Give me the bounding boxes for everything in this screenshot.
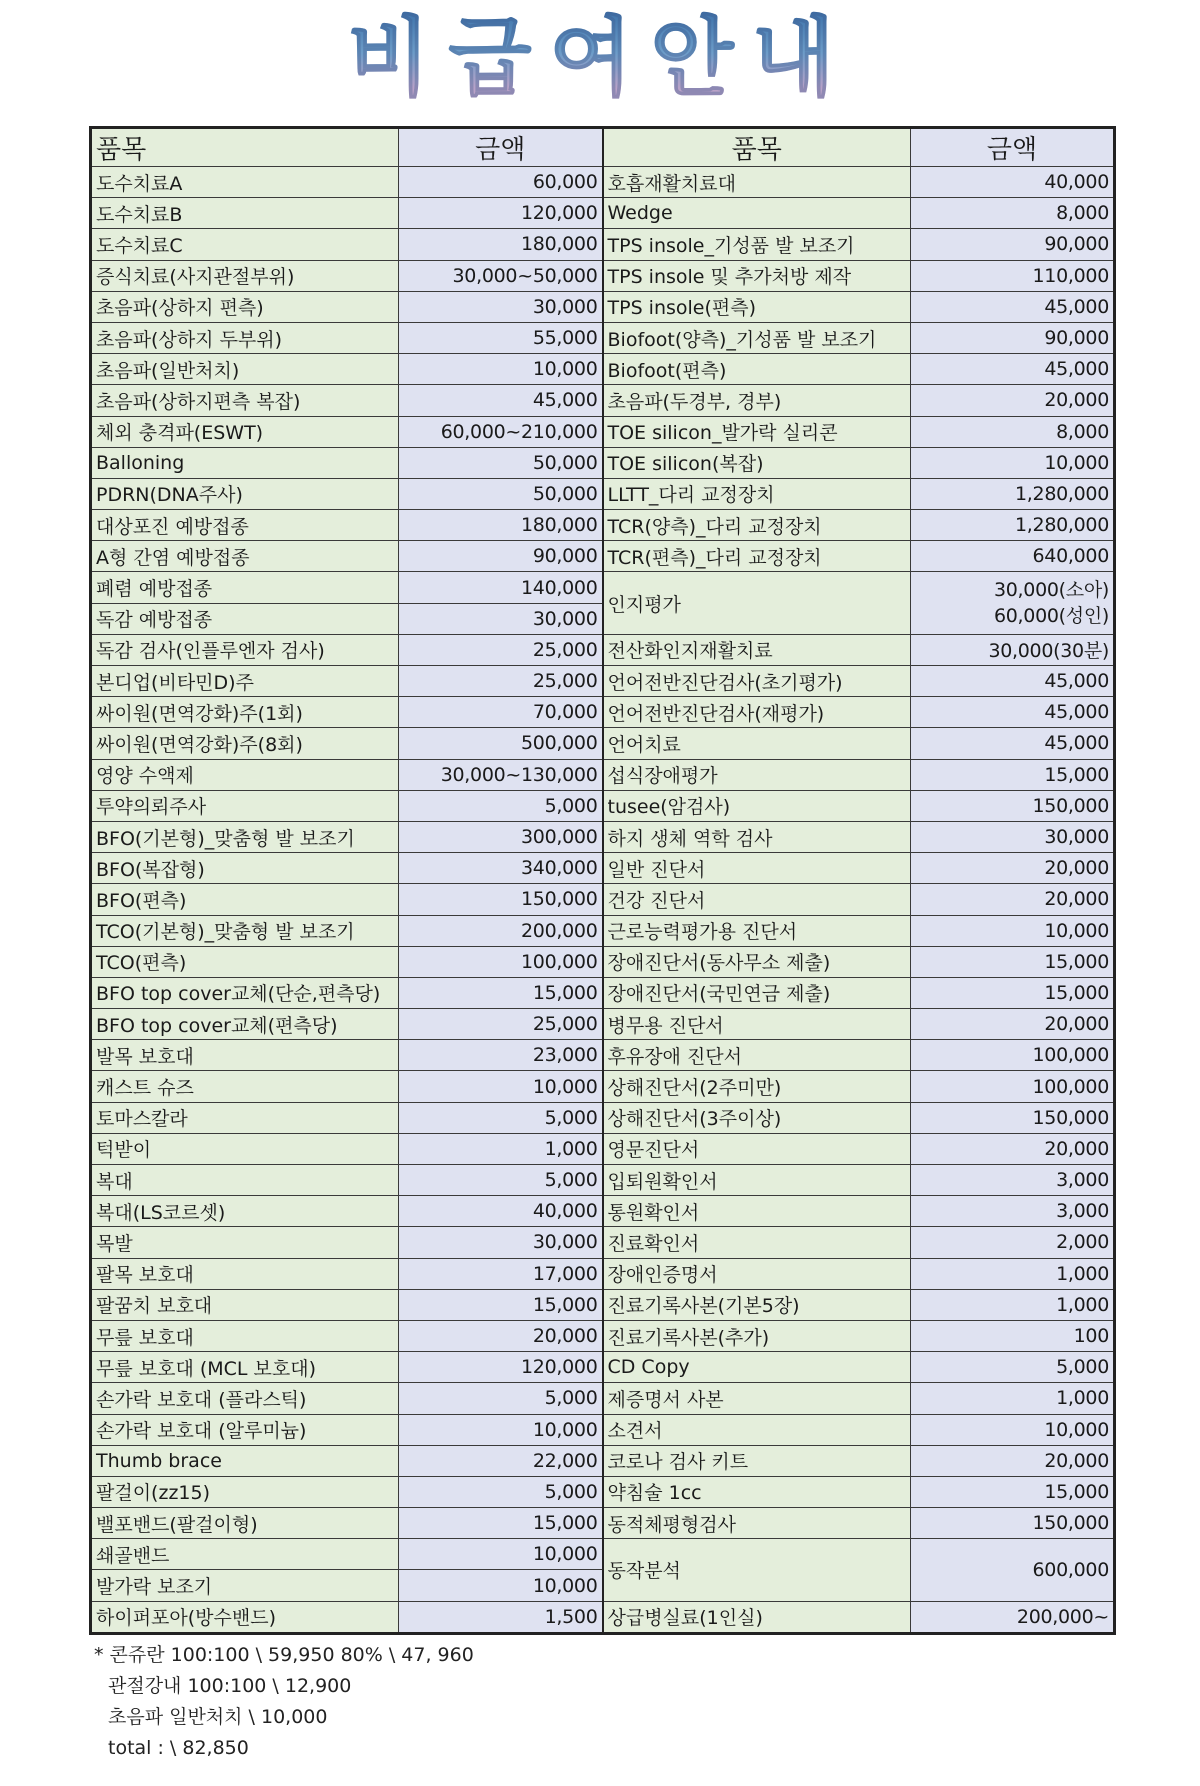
item-price: 1,500 bbox=[399, 1601, 603, 1633]
item-name: 하이퍼포아(방수밴드) bbox=[91, 1601, 399, 1633]
table-row bbox=[91, 1445, 1115, 1476]
item-price: 640,000 bbox=[911, 541, 1115, 572]
table-row bbox=[91, 1227, 1115, 1258]
item-price-line: 60,000(성인) bbox=[993, 605, 1109, 628]
table-header-row bbox=[91, 128, 1115, 167]
item-price: 30,000 bbox=[399, 603, 603, 634]
item-name: 일반 진단서 bbox=[603, 853, 911, 884]
item-name: 진료확인서 bbox=[603, 1227, 911, 1258]
item-name: 투약의뢰주사 bbox=[91, 790, 399, 821]
item-price: 50,000 bbox=[399, 447, 603, 478]
item-price: 50,000 bbox=[399, 478, 603, 509]
table-row bbox=[91, 697, 1115, 728]
item-name: TCO(기본형)_맞춤형 발 보조기 bbox=[91, 915, 399, 946]
item-name: Balloning bbox=[91, 447, 399, 478]
item-price: 30,000 bbox=[399, 291, 603, 322]
table-row bbox=[91, 1071, 1115, 1102]
fee-table-body bbox=[91, 167, 1115, 1634]
item-name: 근로능력평가용 진단서 bbox=[603, 915, 911, 946]
item-name: 영양 수액제 bbox=[91, 759, 399, 790]
item-price: 30,000 bbox=[399, 1227, 603, 1258]
item-price: 10,000 bbox=[399, 354, 603, 385]
item-name: 진료기록사본(기본5장) bbox=[603, 1289, 911, 1320]
table-row bbox=[91, 1383, 1115, 1414]
table-row bbox=[91, 447, 1115, 478]
note-line: * 콘쥬란 100:100 \ 59,950 80% \ 47, 960 bbox=[94, 1644, 474, 1666]
item-name: 장애인증명서 bbox=[603, 1258, 911, 1289]
item-name: 밸포밴드(팔걸이형) bbox=[91, 1508, 399, 1539]
item-price: 90,000 bbox=[911, 229, 1115, 260]
item-price: 15,000 bbox=[911, 946, 1115, 977]
item-name: 건강 진단서 bbox=[603, 884, 911, 915]
item-price: 20,000 bbox=[911, 1009, 1115, 1040]
item-price: 150,000 bbox=[911, 790, 1115, 821]
item-name: 언어전반진단검사(재평가) bbox=[603, 697, 911, 728]
item-price: 1,000 bbox=[911, 1258, 1115, 1289]
item-price: 3,000 bbox=[911, 1165, 1115, 1196]
item-price: 15,000 bbox=[399, 1508, 603, 1539]
table-row bbox=[91, 385, 1115, 416]
item-name: 캐스트 슈즈 bbox=[91, 1071, 399, 1102]
item-name: 상해진단서(2주미만) bbox=[603, 1071, 911, 1102]
table-row bbox=[91, 1414, 1115, 1445]
table-row bbox=[91, 1165, 1115, 1196]
item-name: 장애진단서(국민연금 제출) bbox=[603, 977, 911, 1008]
item-price: 25,000 bbox=[399, 1009, 603, 1040]
item-name: TPS insole 및 추가처방 제작 bbox=[603, 260, 911, 291]
item-name: 진료기록사본(추가) bbox=[603, 1320, 911, 1351]
fee-table bbox=[89, 126, 1116, 1635]
item-price: 30,000 bbox=[911, 821, 1115, 852]
table-row bbox=[91, 322, 1115, 353]
item-name: BFO(기본형)_맞춤형 발 보조기 bbox=[91, 821, 399, 852]
item-name: TCR(편측)_다리 교정장치 bbox=[603, 541, 911, 572]
item-name: 독감 예방접종 bbox=[91, 603, 399, 634]
item-name: 초음파(상하지 두부위) bbox=[91, 322, 399, 353]
table-row bbox=[91, 759, 1115, 790]
item-price-line: 30,000(소아) bbox=[993, 579, 1109, 602]
item-name: 무릎 보호대 (MCL 보호대) bbox=[91, 1352, 399, 1383]
table-row bbox=[91, 1320, 1115, 1351]
item-name: 상해진단서(3주이상) bbox=[603, 1102, 911, 1133]
item-price: 140,000 bbox=[399, 572, 603, 603]
item-price: 90,000 bbox=[911, 322, 1115, 353]
item-price: 15,000 bbox=[911, 1476, 1115, 1507]
item-name: BFO(편측) bbox=[91, 884, 399, 915]
note-line: 초음파 일반처치 \ 10,000 bbox=[108, 1706, 328, 1728]
item-price: 15,000 bbox=[911, 759, 1115, 790]
item-name: 장애진단서(동사무소 제출) bbox=[603, 946, 911, 977]
item-name: TOE silicon_발가락 실리콘 bbox=[603, 416, 911, 447]
item-price: 340,000 bbox=[399, 853, 603, 884]
item-price: 120,000 bbox=[399, 1352, 603, 1383]
item-price: 40,000 bbox=[911, 167, 1115, 198]
item-name: 초음파(상하지편측 복잡) bbox=[91, 385, 399, 416]
table-row bbox=[91, 1601, 1115, 1633]
item-price: 300,000 bbox=[399, 821, 603, 852]
item-name: 쇄골밴드 bbox=[91, 1539, 399, 1570]
item-name: 독감 검사(인플루엔자 검사) bbox=[91, 634, 399, 665]
item-price: 45,000 bbox=[911, 354, 1115, 385]
table-row bbox=[91, 977, 1115, 1008]
item-price: 30,000(30분) bbox=[911, 634, 1115, 665]
notes bbox=[94, 1640, 474, 1764]
item-price: 15,000 bbox=[911, 977, 1115, 1008]
item-price: 3,000 bbox=[911, 1196, 1115, 1227]
item-name: 영문진단서 bbox=[603, 1133, 911, 1164]
item-price: 8,000 bbox=[911, 198, 1115, 229]
table-row bbox=[91, 572, 1115, 603]
item-price: 200,000 bbox=[399, 915, 603, 946]
table-row bbox=[91, 1508, 1115, 1539]
item-name: 약침술 1cc bbox=[603, 1476, 911, 1507]
item-name: 전산화인지재활치료 bbox=[603, 634, 911, 665]
item-name: 도수치료C bbox=[91, 229, 399, 260]
item-name: Wedge bbox=[603, 198, 911, 229]
table-row bbox=[91, 478, 1115, 509]
item-name: 본디업(비타민D)주 bbox=[91, 666, 399, 697]
item-name: 후유장애 진단서 bbox=[603, 1040, 911, 1071]
item-price: 20,000 bbox=[911, 884, 1115, 915]
item-name: 섭식장애평가 bbox=[603, 759, 911, 790]
item-name: PDRN(DNA주사) bbox=[91, 478, 399, 509]
item-name: 초음파(두경부, 경부) bbox=[603, 385, 911, 416]
item-price: 20,000 bbox=[911, 1133, 1115, 1164]
item-name: 병무용 진단서 bbox=[603, 1009, 911, 1040]
item-name: 토마스칼라 bbox=[91, 1102, 399, 1133]
item-price: 1,000 bbox=[911, 1383, 1115, 1414]
item-name: TCR(양측)_다리 교정장치 bbox=[603, 510, 911, 541]
table-row bbox=[91, 167, 1115, 198]
item-price: 45,000 bbox=[911, 697, 1115, 728]
item-name: 대상포진 예방접종 bbox=[91, 510, 399, 541]
item-price: 180,000 bbox=[399, 229, 603, 260]
table-row bbox=[91, 229, 1115, 260]
item-price: 20,000 bbox=[911, 385, 1115, 416]
item-price: 1,280,000 bbox=[911, 510, 1115, 541]
item-price: 10,000 bbox=[399, 1570, 603, 1601]
table-row bbox=[91, 634, 1115, 665]
left-item-header: 품목 bbox=[91, 128, 399, 167]
item-price: 40,000 bbox=[399, 1196, 603, 1227]
item-name: 무릎 보호대 bbox=[91, 1320, 399, 1351]
item-price: 15,000 bbox=[399, 977, 603, 1008]
item-name: TPS insole(편측) bbox=[603, 291, 911, 322]
item-name: 팔걸이(zz15) bbox=[91, 1476, 399, 1507]
item-name: 동적체평형검사 bbox=[603, 1508, 911, 1539]
item-name: 팔꿈치 보호대 bbox=[91, 1289, 399, 1320]
item-price: 110,000 bbox=[911, 260, 1115, 291]
item-price: 120,000 bbox=[399, 198, 603, 229]
item-price: 5,000 bbox=[399, 1383, 603, 1414]
item-name: 제증명서 사본 bbox=[603, 1383, 911, 1414]
left-price-header: 금액 bbox=[399, 128, 603, 167]
table-row bbox=[91, 915, 1115, 946]
item-price: 8,000 bbox=[911, 416, 1115, 447]
item-name: 초음파(일반처치) bbox=[91, 354, 399, 385]
item-price: 25,000 bbox=[399, 666, 603, 697]
item-name: 상급병실료(1인실) bbox=[603, 1601, 911, 1633]
item-price: 60,000~210,000 bbox=[399, 416, 603, 447]
item-price: 150,000 bbox=[911, 1508, 1115, 1539]
table-row bbox=[91, 198, 1115, 229]
table-row bbox=[91, 1040, 1115, 1071]
item-price: 20,000 bbox=[911, 853, 1115, 884]
item-name: 싸이원(면역강화)주(8회) bbox=[91, 728, 399, 759]
item-price: 23,000 bbox=[399, 1040, 603, 1071]
item-price-line: 600,000 bbox=[1032, 1558, 1109, 1581]
item-price: 45,000 bbox=[911, 728, 1115, 759]
item-price: 100,000 bbox=[399, 946, 603, 977]
item-price: 10,000 bbox=[911, 447, 1115, 478]
item-name: 손가락 보호대 (알루미늄) bbox=[91, 1414, 399, 1445]
item-name: TPS insole_기성품 발 보조기 bbox=[603, 229, 911, 260]
item-name: 언어전반진단검사(초기평가) bbox=[603, 666, 911, 697]
right-price-header: 금액 bbox=[911, 128, 1115, 167]
item-name: 통원확인서 bbox=[603, 1196, 911, 1227]
item-name: TOE silicon(복잡) bbox=[603, 447, 911, 478]
item-name: 도수치료B bbox=[91, 198, 399, 229]
item-name: 팔목 보호대 bbox=[91, 1258, 399, 1289]
item-name: BFO(복잡형) bbox=[91, 853, 399, 884]
table-row bbox=[91, 1539, 1115, 1570]
table-row bbox=[91, 1476, 1115, 1507]
right-item-header: 품목 bbox=[603, 128, 911, 167]
item-name: 복대(LS코르셋) bbox=[91, 1196, 399, 1227]
table-row bbox=[91, 510, 1115, 541]
item-name: 동작분석 bbox=[603, 1539, 911, 1601]
item-price: 25,000 bbox=[399, 634, 603, 665]
item-price: 2,000 bbox=[911, 1227, 1115, 1258]
item-price: 5,000 bbox=[399, 790, 603, 821]
table-row bbox=[91, 291, 1115, 322]
table-row bbox=[91, 541, 1115, 572]
item-price: 100,000 bbox=[911, 1071, 1115, 1102]
item-name: 손가락 보호대 (플라스틱) bbox=[91, 1383, 399, 1414]
item-name: BFO top cover교체(편측당) bbox=[91, 1009, 399, 1040]
item-name: 호흡재활치료대 bbox=[603, 167, 911, 198]
table-row bbox=[91, 416, 1115, 447]
item-name: TCO(편측) bbox=[91, 946, 399, 977]
item-name: Thumb brace bbox=[91, 1445, 399, 1476]
item-price: 30,000~130,000 bbox=[399, 759, 603, 790]
item-price: 10,000 bbox=[911, 1414, 1115, 1445]
note-line: 관절강내 100:100 \ 12,900 bbox=[108, 1675, 352, 1697]
item-price: 200,000~ bbox=[911, 1601, 1115, 1633]
item-name: A형 간염 예방접종 bbox=[91, 541, 399, 572]
item-price: 100 bbox=[911, 1320, 1115, 1351]
item-price: 30,000~50,000 bbox=[399, 260, 603, 291]
item-name: 초음파(상하지 편측) bbox=[91, 291, 399, 322]
item-name: 턱받이 bbox=[91, 1133, 399, 1164]
item-price: 5,000 bbox=[911, 1352, 1115, 1383]
table-row bbox=[91, 1009, 1115, 1040]
table-row bbox=[91, 1352, 1115, 1383]
page-title: 비급여안내 bbox=[0, 8, 1200, 108]
table-row bbox=[91, 1196, 1115, 1227]
item-name: 폐렴 예방접종 bbox=[91, 572, 399, 603]
item-name: 인지평가 bbox=[603, 572, 911, 634]
table-row bbox=[91, 884, 1115, 915]
table-row bbox=[91, 946, 1115, 977]
item-name: 언어치료 bbox=[603, 728, 911, 759]
item-name: 입퇴원확인서 bbox=[603, 1165, 911, 1196]
item-price: 45,000 bbox=[911, 666, 1115, 697]
item-price: 10,000 bbox=[399, 1071, 603, 1102]
item-name: 목발 bbox=[91, 1227, 399, 1258]
table-row bbox=[91, 666, 1115, 697]
item-name: Biofoot(편측) bbox=[603, 354, 911, 385]
table-row bbox=[91, 1258, 1115, 1289]
item-price: 45,000 bbox=[399, 385, 603, 416]
item-price: 10,000 bbox=[911, 915, 1115, 946]
item-price: 1,280,000 bbox=[911, 478, 1115, 509]
note-line: total : \ 82,850 bbox=[108, 1737, 249, 1759]
item-price: 20,000 bbox=[911, 1445, 1115, 1476]
item-price: 45,000 bbox=[911, 291, 1115, 322]
table-row bbox=[91, 821, 1115, 852]
table-row bbox=[91, 1133, 1115, 1164]
item-name: 발가락 보조기 bbox=[91, 1570, 399, 1601]
table-row bbox=[91, 790, 1115, 821]
item-name: 발목 보호대 bbox=[91, 1040, 399, 1071]
item-price: 150,000 bbox=[911, 1102, 1115, 1133]
table-row bbox=[91, 853, 1115, 884]
item-price bbox=[911, 1539, 1115, 1601]
item-name: tusee(암검사) bbox=[603, 790, 911, 821]
item-price: 70,000 bbox=[399, 697, 603, 728]
table-row bbox=[91, 354, 1115, 385]
item-name: 증식치료(사지관절부위) bbox=[91, 260, 399, 291]
item-name: 하지 생체 역학 검사 bbox=[603, 821, 911, 852]
item-price: 10,000 bbox=[399, 1414, 603, 1445]
item-name: Biofoot(양측)_기성품 발 보조기 bbox=[603, 322, 911, 353]
item-price: 10,000 bbox=[399, 1539, 603, 1570]
item-price: 20,000 bbox=[399, 1320, 603, 1351]
item-price: 5,000 bbox=[399, 1102, 603, 1133]
item-price: 60,000 bbox=[399, 167, 603, 198]
item-price: 55,000 bbox=[399, 322, 603, 353]
item-name: 싸이원(면역강화)주(1회) bbox=[91, 697, 399, 728]
item-price: 100,000 bbox=[911, 1040, 1115, 1071]
item-price: 15,000 bbox=[399, 1289, 603, 1320]
item-price: 180,000 bbox=[399, 510, 603, 541]
item-price: 5,000 bbox=[399, 1476, 603, 1507]
item-price: 1,000 bbox=[911, 1289, 1115, 1320]
table-row bbox=[91, 1289, 1115, 1320]
item-name: 체외 충격파(ESWT) bbox=[91, 416, 399, 447]
item-name: BFO top cover교체(단순,편측당) bbox=[91, 977, 399, 1008]
table-row bbox=[91, 728, 1115, 759]
item-name: 소견서 bbox=[603, 1414, 911, 1445]
item-price: 22,000 bbox=[399, 1445, 603, 1476]
item-price: 5,000 bbox=[399, 1165, 603, 1196]
item-name: 도수치료A bbox=[91, 167, 399, 198]
item-price: 17,000 bbox=[399, 1258, 603, 1289]
item-name: CD Copy bbox=[603, 1352, 911, 1383]
table-row bbox=[91, 1102, 1115, 1133]
item-price: 500,000 bbox=[399, 728, 603, 759]
item-name: 복대 bbox=[91, 1165, 399, 1196]
table-row bbox=[91, 260, 1115, 291]
item-price: 150,000 bbox=[399, 884, 603, 915]
item-name: 코로나 검사 키트 bbox=[603, 1445, 911, 1476]
item-name: LLTT_다리 교정장치 bbox=[603, 478, 911, 509]
item-price: 90,000 bbox=[399, 541, 603, 572]
item-price bbox=[911, 572, 1115, 634]
item-price: 1,000 bbox=[399, 1133, 603, 1164]
